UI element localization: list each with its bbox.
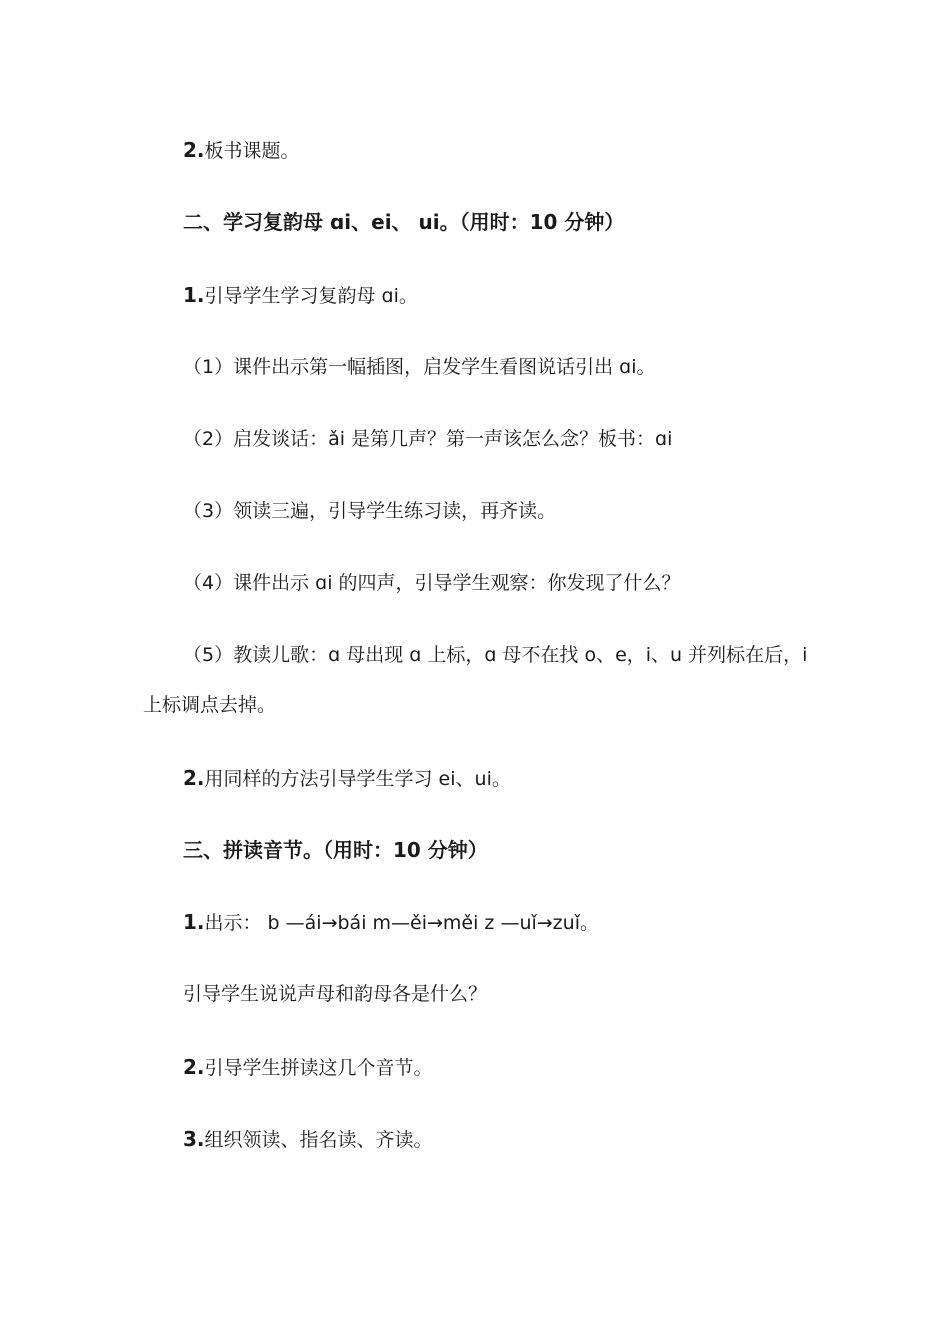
step-number: 2. (183, 1055, 205, 1079)
substep-4: （4）课件出示 ɑi 的四声，引导学生观察：你发现了什么？ (183, 572, 681, 594)
step-learn-ai (183, 283, 418, 308)
step-number: 3. (183, 1127, 205, 1151)
step-guide-question: 引导学生说说声母和韵母各是什么？ (183, 983, 488, 1005)
substep-5-continued: 上标调点去掉。 (143, 694, 277, 716)
substep-3: （3）领读三遍，引导学生练习读，再齐读。 (183, 500, 557, 522)
substep-2: （2）启发谈话：ǎi 是第几声？第一声该怎么念？板书：ɑi (183, 428, 673, 450)
section-heading-3: 三、拼读音节。（用时：10 分钟） (183, 838, 488, 862)
step-number: 1. (183, 910, 205, 934)
step-number: 2. (183, 138, 205, 162)
step-text: 引导学生学习复韵母 ɑi。 (204, 285, 418, 307)
step-learn-ei-ui (183, 766, 511, 791)
step-text: 组织领读、指名读、齐读。 (204, 1129, 433, 1151)
step-text: 用同样的方法引导学生学习 ei、ui。 (204, 768, 511, 790)
step-text: 出示： b —ái→bái m—ěi→měi z —uǐ→zuǐ。 (204, 912, 599, 934)
substep-1: （1）课件出示第一幅插图，启发学生看图说话引出 ɑi。 (183, 356, 656, 378)
step-spell-syllables (183, 1055, 433, 1080)
step-text: 引导学生拼读这几个音节。 (204, 1057, 433, 1079)
step-number: 1. (183, 283, 205, 307)
step-show-syllables (183, 910, 599, 935)
substep-5: （5）教读儿歌：ɑ 母出现 ɑ 上标，ɑ 母不在找 o、e，i、u 并列标在后，i (183, 644, 808, 666)
step-organize-reading (183, 1127, 433, 1152)
section-heading-2: 二、学习复韵母 ɑi、ei、 ui。（用时：10 分钟） (183, 210, 625, 234)
step-board-title (183, 138, 300, 163)
step-text: 板书课题。 (204, 140, 300, 162)
step-number: 2. (183, 766, 205, 790)
